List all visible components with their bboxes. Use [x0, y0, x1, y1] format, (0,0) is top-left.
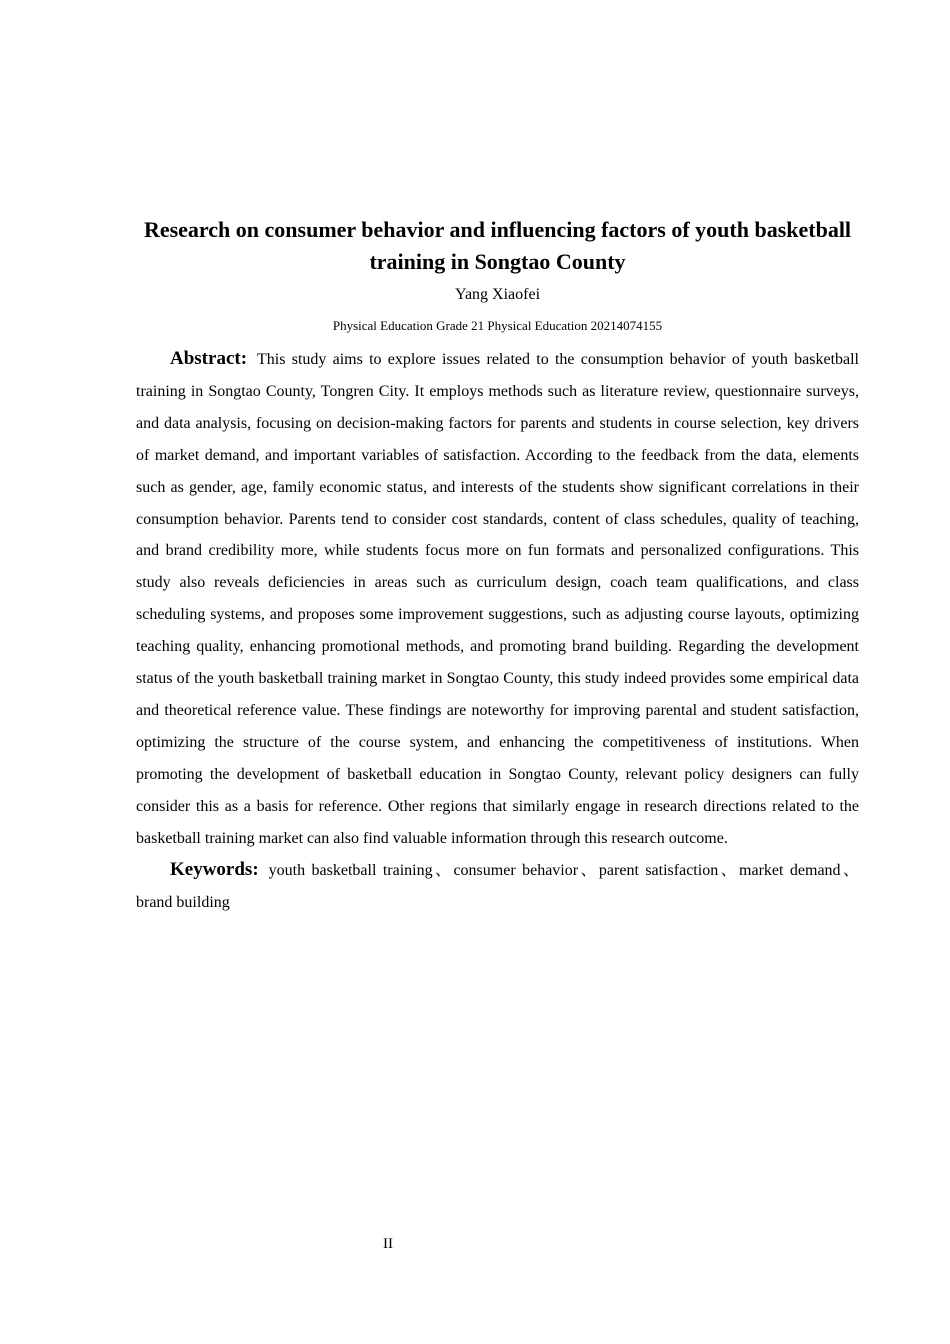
author-affiliation: Physical Education Grade 21 Physical Education 20214074155 — [332, 318, 663, 333]
keywords-paragraph — [136, 854, 859, 918]
keywords-text: youth basketball training、consumer behavior、parent satisfaction、market demand、brand building — [136, 862, 859, 911]
abstract-label: Abstract: — [170, 348, 248, 369]
abstract-text: This study aims to explore issues related to the consumption behavior of youth basketball training in Songtao County, Tongren City. It employs methods such as literature review, questionnaire surveys, and data analysis, focusing on decision-making factors for parents and students in course selection, key drivers of market demand, and important variables of satisfaction. According to the feedback from the data, elements such as gender, age, family economic status, and interests of the students show significant correlations in their consumption behavior. Parents tend to consider cost standards, content of class schedules, quality of teaching, and brand credibility more, while students focus more on fun formats and personalized configurations. This study also reveals deficiencies in areas such as curriculum design, coach team qualifications, and class scheduling systems, and proposes some improvement suggestions, such as adjusting course layouts, optimizing teaching quality, enhancing promotional methods, and promoting brand building. Regarding the development status of the youth basketball training market in Songtao County, this study indeed provides some empirical data and theoretical reference value. These findings are noteworthy for improving parental and student satisfaction, optimizing the structure of the course system, and enhancing the competitiveness of institutions. When promoting the development of basketball education in Songtao County, relevant policy designers can fully consider this as a basis for reference. Other regions that similarly engage in research directions related to the basketball training market can also find valuable information through this research outcome. — [136, 351, 859, 847]
paper-title: Research on consumer behavior and influencing factors of youth basketball training in Songtao County — [143, 217, 852, 274]
author-name: Yang Xiaofei — [454, 286, 541, 303]
abstract-paragraph — [136, 343, 859, 855]
keywords-label: Keywords: — [170, 859, 259, 880]
page-number: II — [383, 1236, 393, 1252]
